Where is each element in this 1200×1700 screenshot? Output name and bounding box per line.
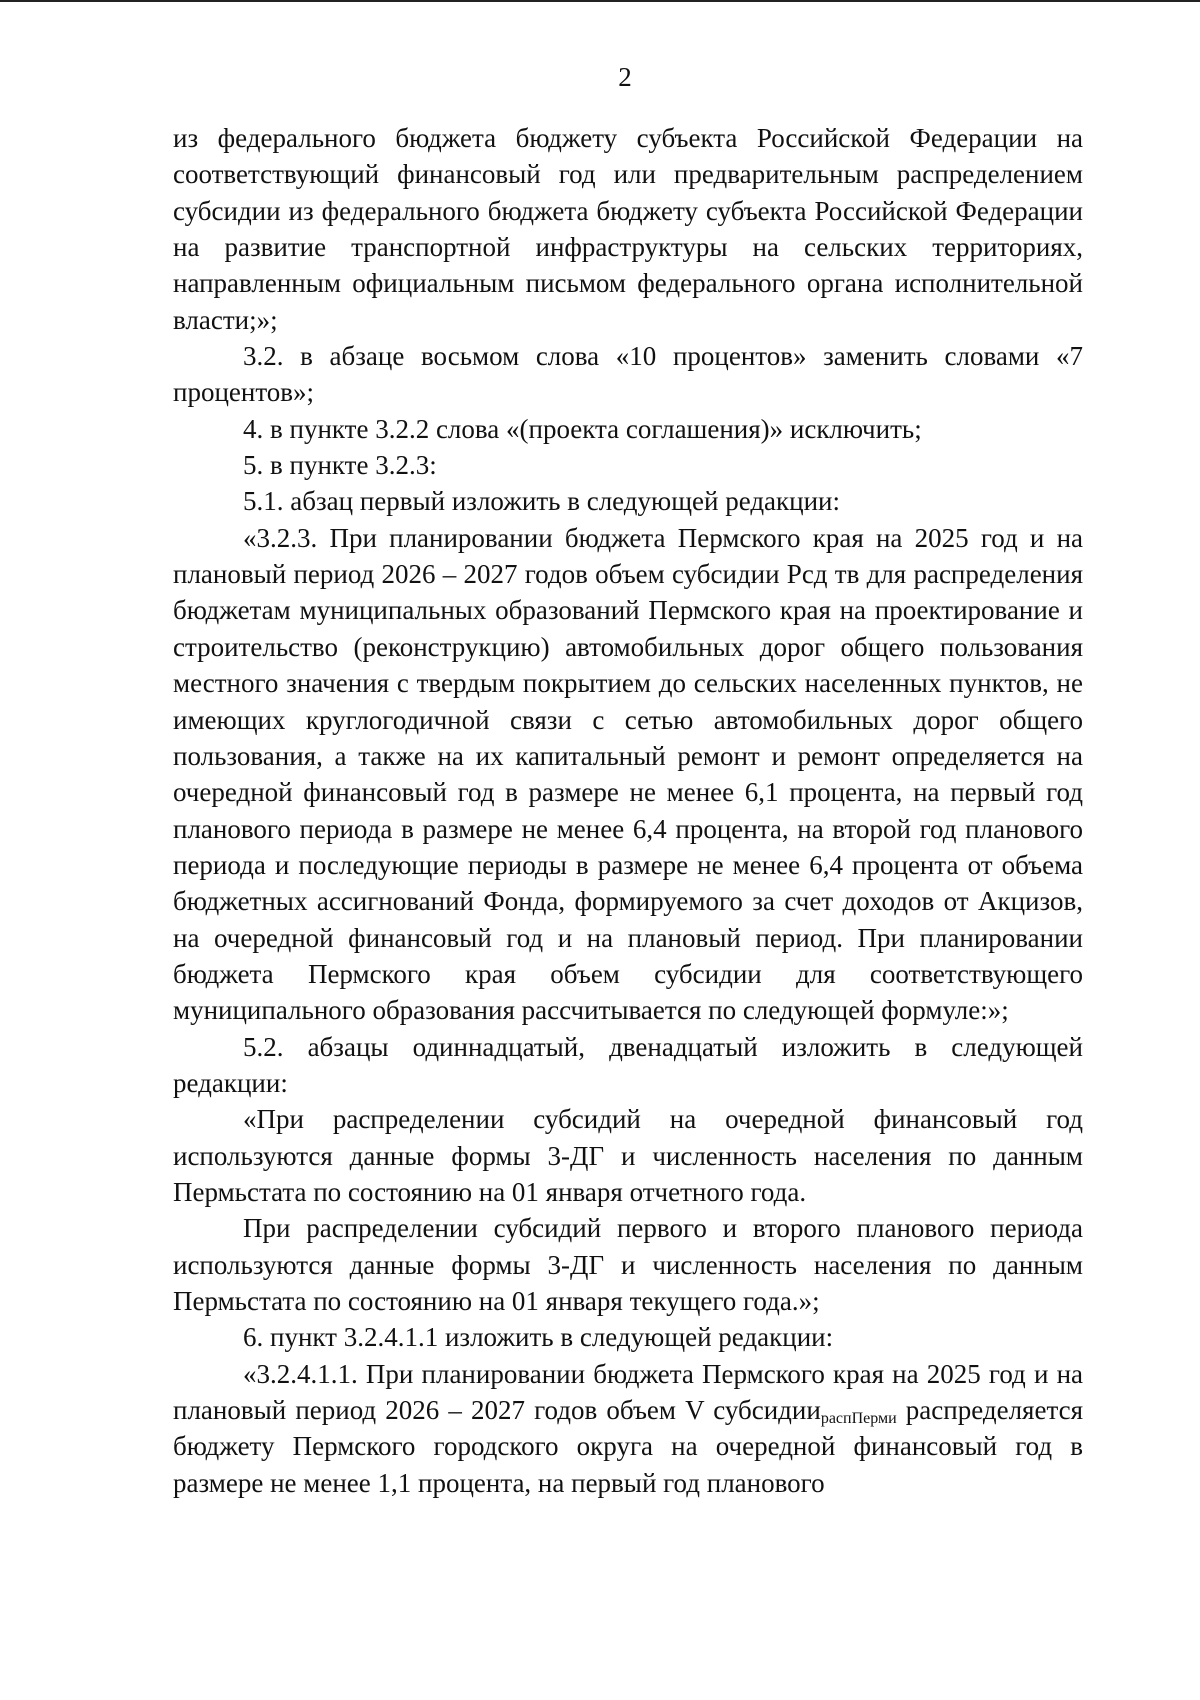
paragraph-1: из федерального бюджета бюджету субъекта Российской Федерации на соответствующий финансовый год или предварительным распределением субсидии из федерального бюджета бюджету субъекта Российской Федерации на развитие транспортной инфраструктуры на сельских территориях, направленным официальным письмом федерального органа исполнительной власти;»; [173, 123, 1083, 335]
document-body [173, 120, 1083, 1501]
paragraph-11-text-before: «3.2.4.1.1. При планировании бюджета Пермского края на 2025 год и на плановый период 2026 – 2027 годов объем V субсидии [173, 1358, 1083, 1426]
paragraph-7: 5.2. абзацы одиннадцатый, двенадцатый изложить в следующей редакции: [173, 1031, 1083, 1098]
paragraph-11-text-after: распределяется бюджету Пермского городского округа на очередной финансовый год в размере не менее 1,1 процента, на первый год планового [173, 1395, 1083, 1498]
paragraph-11 [173, 1356, 1083, 1501]
paragraph-10: 6. пункт 3.2.4.1.1 изложить в следующей редакции: [243, 1322, 834, 1353]
page-top-rule [0, 0, 1200, 2]
subscript-rasp-permi: распПерми [820, 1410, 897, 1428]
paragraph-3: 4. в пункте 3.2.2 слова «(проекта соглашения)» исключить; [243, 413, 922, 444]
paragraph-6: «3.2.3. При планировании бюджета Пермского края на 2025 год и на плановый период 2026 – 2027 годов объем субсидии Рсд тв для распределения бюджетам муниципальных образований Пермского края на проектирование и строительство (реконструкцию) автомобильных дорог общего пользования местного значения с твердым покрытием до сельских населенных пунктов, не имеющих круглогодичной связи с сетью автомобильных дорог общего пользования, а также на их капитальный ремонт и ремонт определяется на очередной финансовый год в размере не менее 6,1 процента, на первый год планового периода в размере не менее 6,4 процента, на второй год планового периода и последующие периоды в размере не менее 6,4 процента от объема бюджетных ассигнований Фонда, формируемого за счет доходов от Акцизов, на очередной финансовый год и на плановый период. При планировании бюджета Пермского края объем субсидии для соответствующего муниципального образования рассчитывается по следующей формуле:»; [173, 522, 1083, 1026]
paragraph-4: 5. в пункте 3.2.3: [243, 450, 437, 481]
paragraph-2: 3.2. в абзаце восьмом слова «10 процентов» заменить словами «7 процентов»; [173, 341, 1083, 408]
paragraph-5: 5.1. абзац первый изложить в следующей редакции: [243, 486, 841, 517]
paragraph-8: «При распределении субсидий на очередной финансовый год используются данные формы 3-ДГ и численность населения по данным Пермьстата по состоянию на 01 января отчетного года. [173, 1104, 1083, 1207]
paragraph-9: При распределении субсидий первого и второго планового периода используются данные формы 3-ДГ и численность населения по данным Пермьстата по состоянию на 01 января текущего года.»; [173, 1213, 1083, 1316]
page-number: 2 [618, 62, 632, 92]
